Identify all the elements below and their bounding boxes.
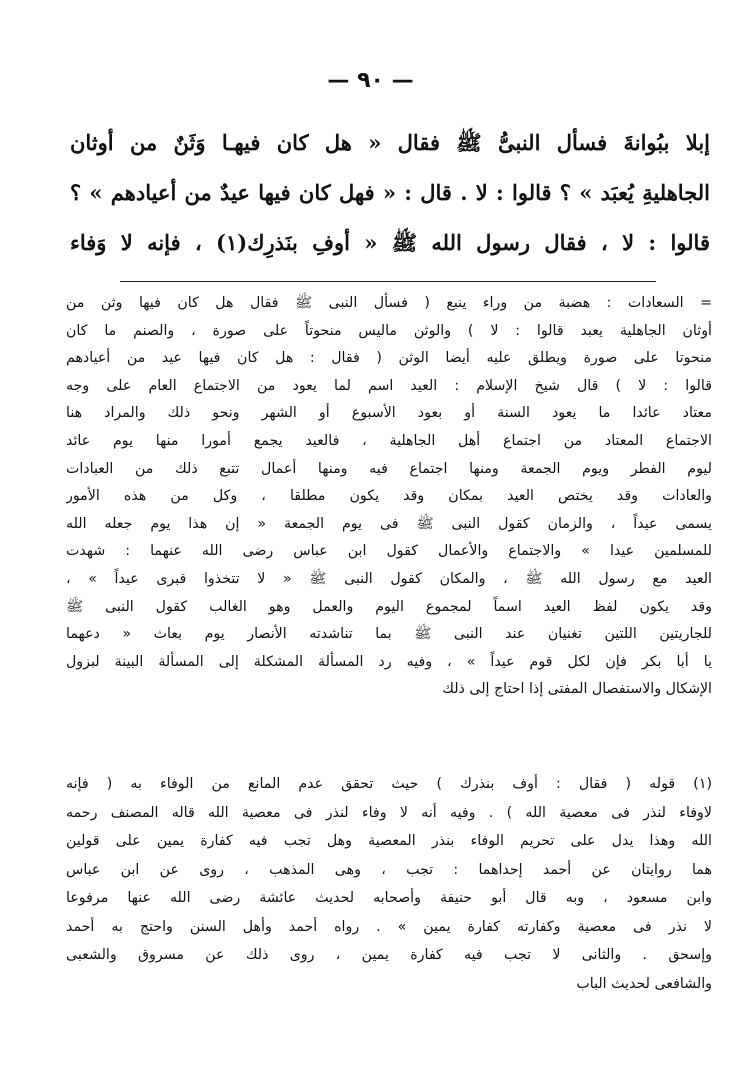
commentary-block bbox=[66, 290, 712, 704]
commentary-line: ليوم الفطر ويوم الجمعة ومنها اجتماع فيه ومنها أعمال تتبع ذلك من العبادات bbox=[66, 460, 712, 477]
commentary-line: يسمى عيداً ، والزمان كقول النبى ﷺ فى يوم الجمعة « إن هذا يوم جعله الله bbox=[66, 515, 712, 532]
footnote-line: لاوفاء لنذر فى معصية الله ) . وفيه أنه لا وفاء لنذر فى معصية الله قاله المصنف رحمه bbox=[66, 804, 712, 821]
main-text-line: قالوا : لا ، فقال رسول الله ﷺ « أوفِ بنَذرِك(١) ، فإنه لا وَفاء bbox=[70, 230, 710, 255]
commentary-line: للجاريتين اللتين تغنيان عند النبى ﷺ بما تناشدته الأنصار يوم بعاث « دعهما bbox=[66, 626, 712, 643]
footnote-line: لا نذر فى معصية وكفارته كفارة يمين » . رواه أحمد وأهل السنن واحتج به أحمد bbox=[66, 918, 712, 935]
main-text-block bbox=[70, 118, 710, 268]
commentary-line: والعادات وقد يختص العيد بمكان وقد يكون مطلقا ، وكل من هذه الأمور bbox=[66, 488, 712, 505]
commentary-line: العيد مع رسول الله ﷺ ، والمكان كقول النبى ﷺ « لا تتخذوا قبرى عيداً » ، bbox=[66, 570, 712, 587]
commentary-line: الاجتماع المعتاد من اجتماع أهل الجاهلية ، فالعيد يجمع أمورا منها يوم عائد bbox=[66, 432, 712, 449]
commentary-line: الإشكال والاستفصال المفتى إذا احتاج إلى ذلك bbox=[442, 681, 712, 698]
footnote-line: (١) قوله ( فقال : أوف بنذرك ) حيث تحقق عدم المانع من الوفاء به ( فإنه bbox=[66, 776, 712, 792]
page-number: — ٩٠ — bbox=[327, 68, 414, 93]
commentary-line: = السعادات : هضبة من وراء ينبع ( فسأل النبى ﷺ فقال هل كان فيها وثن من bbox=[66, 295, 712, 311]
footnote-line: وابن مسعود ، وبه قال أبو حنيفة وأصحابه لحديث عائشة رضى الله عنها مرفوعا bbox=[66, 890, 712, 906]
main-text-line: إبلا ببُوانةَ فسأل النبىُّ ﷺ فقال « هل كان فيهـا وَثَنٌ من أوثان bbox=[70, 130, 710, 155]
commentary-line: أوثان الجاهلية يعبد قالوا : لا ) والوثن ماليس منحوتاً على صورة ، والصنم ما كان bbox=[66, 322, 712, 339]
footnote-line: الله وهذا يدل على تحريم الوفاء بنذر المعصية وهل تجب فيه كفارة يمين على قولين bbox=[66, 833, 712, 849]
commentary-line: للمسلمين عيدا » والاجتماع والأعمال كقول ابن عباس رضى الله عنهما : شهدت bbox=[66, 543, 712, 560]
section-divider bbox=[120, 281, 656, 282]
commentary-line: قالوا : لا ) قال شيخ الإسلام : العيد اسم لما يعود من الاجتماع العام على وجه bbox=[66, 377, 712, 394]
footnote-line: وإسحق . والثانى لا تجب فيه كفارة يمين ، روى ذلك عن مسروق والشعبى bbox=[66, 947, 712, 963]
commentary-line: يا أبا بكر فإن لكل قوم عيداً » ، وفيه رد المسألة المشكلة إلى المسألة البينة لبزول bbox=[66, 653, 712, 670]
commentary-line: وقد يكون لفظ العيد اسماً لمجموع اليوم والعمل وهو الغالب كقول النبى ﷺ bbox=[66, 598, 712, 615]
footnote-line: هما روايتان عن أحمد إحداهما : تجب ، وهى المذهب ، روى عن ابن عباس bbox=[66, 861, 712, 878]
commentary-line: منحوتا على صورة ويطلق عليه أيضا الوثن ( فقال : هل كان فيها عيد من أعيادهم bbox=[66, 350, 712, 367]
footnote-line: والشافعى لحديث الباب bbox=[576, 975, 712, 992]
main-text-line: الجاهليةِ يُعبَد » ؟ قالوا : لا . قال : « فهل كان فيها عيدٌ من أعيادهم » ؟ bbox=[70, 180, 710, 205]
commentary-line: معتاد عائدا ما يعود السنة أو بعود الأسبوع أو الشهر ونحو ذلك والمراد هنا bbox=[66, 405, 712, 422]
footnote-block bbox=[66, 770, 712, 998]
